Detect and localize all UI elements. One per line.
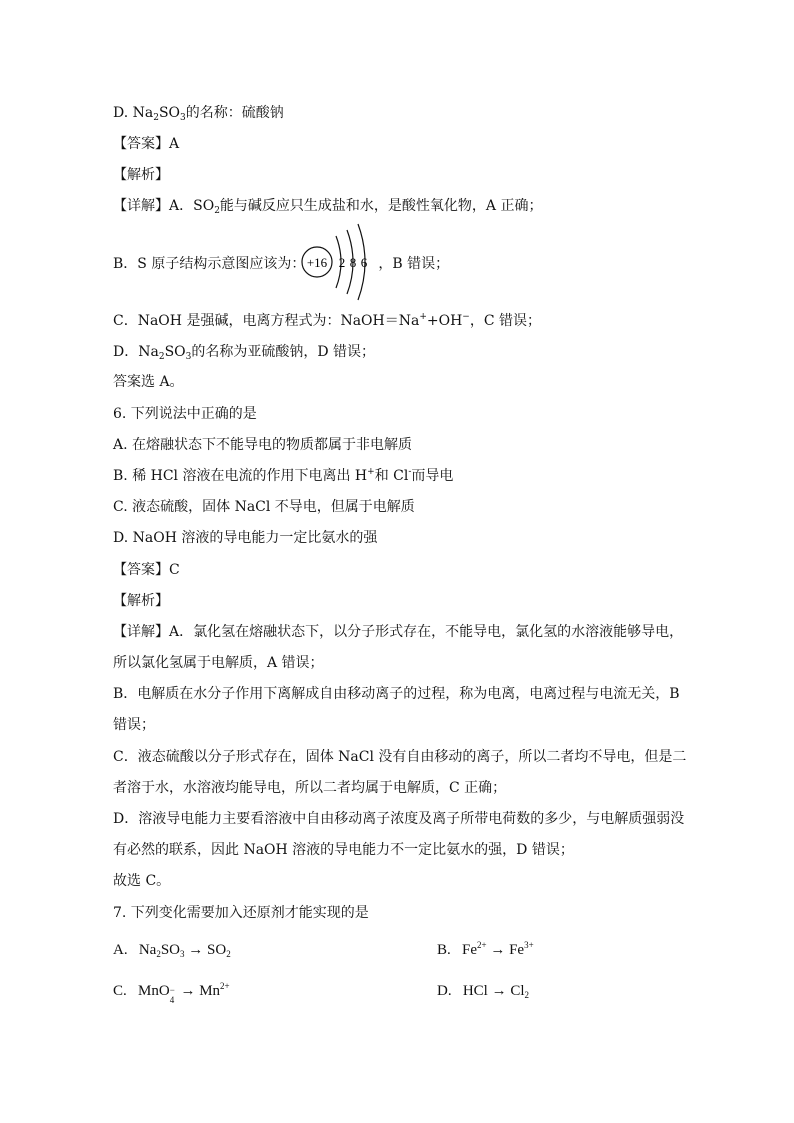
analysis-heading-q5: 【解析】	[113, 167, 169, 183]
analysis-heading-q6: 【解析】	[113, 593, 169, 609]
detail-a-q6: 【详解】A．氯化氢在熔融状态下，以分子形式存在，不能导电，氯化氢的水溶液能够导电，	[113, 624, 684, 640]
q6-option-b: B. 稀 HCl 溶液在电流的作用下电离出 H+和 Cl-而导电	[113, 467, 454, 484]
shell-3-count: 6	[360, 255, 368, 270]
question-6-stem: 6. 下列说法中正确的是	[113, 406, 257, 422]
option-d-q5: D. $Na_2SO_3$的名称：硫酸钠	[113, 105, 284, 123]
nucleus-charge: +16	[306, 255, 328, 270]
detail-a-q6-cont: 所以氯化氢属于电解质，A 错误；	[113, 655, 324, 671]
detail-d-q6: D．溶液导电能力主要看溶液中自由移动离子浓度及离子所带电荷数的多少，与电解质强弱没	[113, 811, 685, 827]
detail-a-q5: 【详解】A．$SO_2$能与碱反应只生成盐和水，是酸性氧化物，A 正确；	[113, 198, 543, 216]
detail-b-q6-cont: 错误；	[113, 717, 155, 733]
shell-1-count: 2	[338, 255, 346, 270]
shell-2-count: 8	[349, 255, 357, 270]
q6-option-d: D. NaOH 溶液的导电能力一定比氨水的强	[113, 530, 378, 546]
q7-option-b: B. $Fe^{2+} \to Fe^{3+}$	[437, 940, 534, 958]
detail-c-q6: C．液态硫酸以分子形式存在，固体 NaCl 没有自由移动的离子，所以二者均不导电，但是二	[113, 749, 687, 765]
q7-option-c: C. MnO − 4 → $Mn^{2+}$	[113, 981, 230, 1005]
detail-c-q5: C．NaOH 是强碱，电离方程式为：NaOH＝Na++OH−，C 错误；	[113, 312, 542, 329]
detail-d-q6-cont: 有必然的联系，因此 NaOH 溶液的导电能力不一定比氨水的强，D 错误；	[113, 842, 574, 858]
detail-d-q5: D．$Na_2SO_3$的名称为亚硫酸钠，D 错误；	[113, 344, 376, 362]
answer-q5: 【答案】A	[113, 136, 180, 152]
q6-option-a: A. 在熔融状态下不能导电的物质都属于非电解质	[113, 437, 413, 453]
question-7-stem: 7. 下列变化需要加入还原剂才能实现的是	[113, 905, 369, 921]
sulfur-atom-diagram	[298, 222, 388, 302]
detail-b-q6: B．电解质在水分子作用下离解成自由移动离子的过程，称为电离，电离过程与电流无关，B	[113, 686, 680, 702]
answer-q6: 【答案】C	[113, 562, 180, 578]
detail-c-q6-cont: 者溶于水，水溶液均能导电，所以二者均属于电解质，C 正确；	[113, 780, 507, 796]
detail-b-q5: B．S 原子结构示意图应该为： ，B 错误；	[113, 256, 450, 272]
conclusion-q5: 答案选 A。	[113, 374, 184, 390]
q7-option-d: D. HCl → $Cl_2$	[437, 983, 530, 1000]
conclusion-q6: 故选 C。	[113, 873, 171, 889]
q7-option-a: A. $Na_2SO_3 \to SO_2$	[113, 942, 231, 959]
q6-option-c: C. 液态硫酸，固体 NaCl 不导电，但属于电解质	[113, 499, 415, 515]
